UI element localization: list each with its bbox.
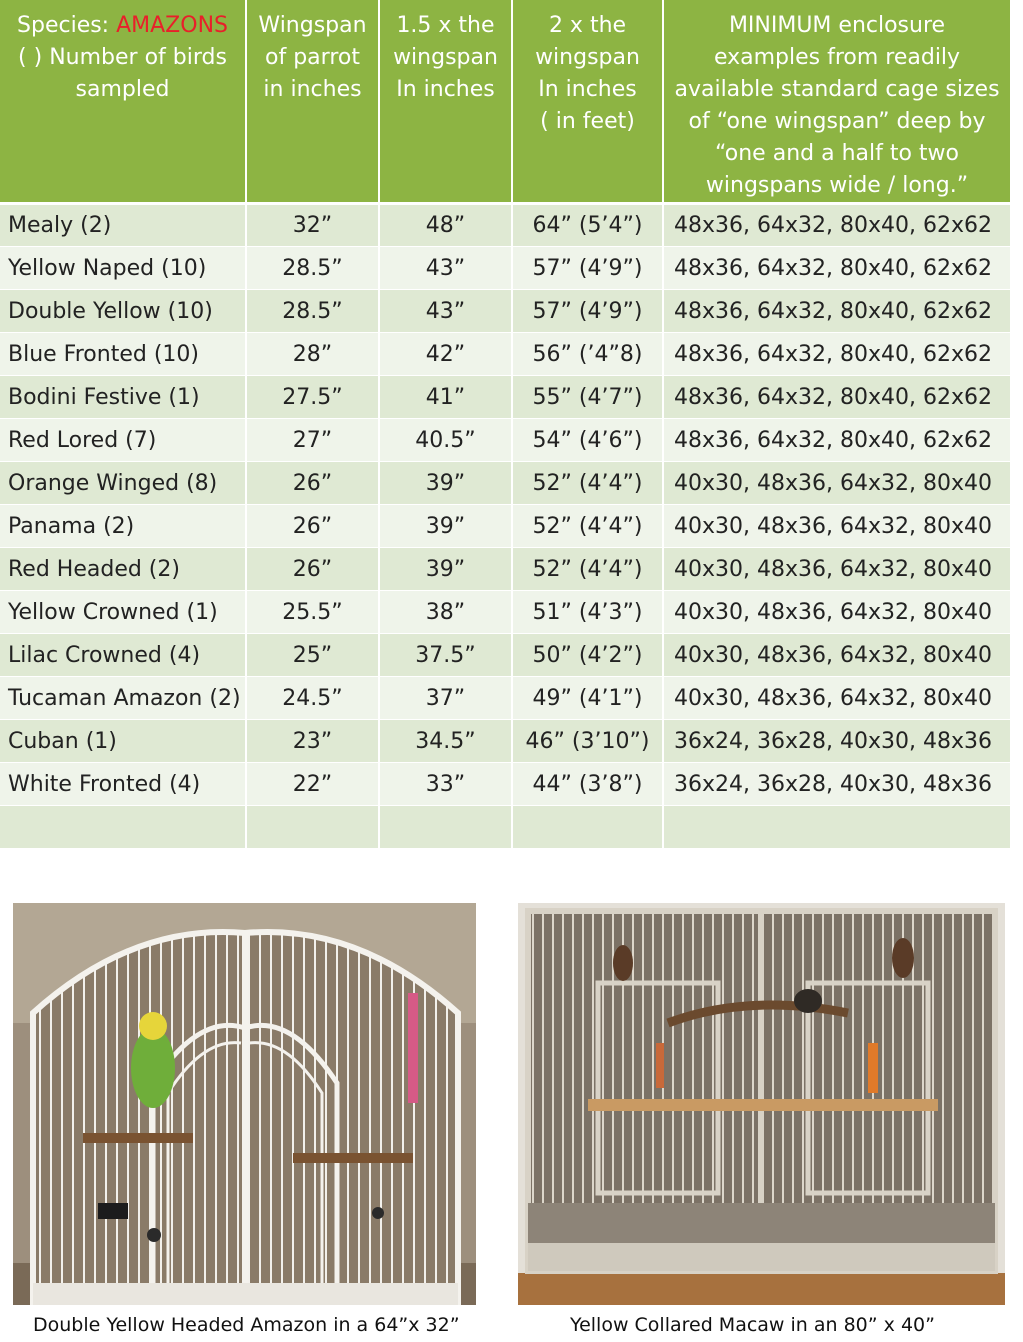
header-species bbox=[0, 0, 246, 204]
cell-species: Yellow Naped (10) bbox=[0, 247, 246, 290]
cell-enclosure-sizes: 48x36, 64x32, 80x40, 62x62 bbox=[663, 333, 1010, 376]
cell-wingspan: 25.5” bbox=[246, 591, 379, 634]
header-row bbox=[0, 0, 1010, 204]
header-wingspan bbox=[246, 0, 379, 204]
cell-wingspan bbox=[246, 806, 379, 849]
cell-wingspan-2x: 54” (4’6”) bbox=[512, 419, 663, 462]
header-wingspan-2x bbox=[512, 0, 663, 204]
caption-left: Double Yellow Headed Amazon in a 64”x 32” bbox=[33, 1314, 460, 1336]
header-1-5x-line2: wingspan bbox=[393, 45, 498, 70]
cell-wingspan-2x: 52” (4’4”) bbox=[512, 462, 663, 505]
cell-species: Blue Fronted (10) bbox=[0, 333, 246, 376]
cell-wingspan-1-5x bbox=[379, 806, 512, 849]
cell-enclosure-sizes: 40x30, 48x36, 64x32, 80x40 bbox=[663, 591, 1010, 634]
table-row bbox=[0, 677, 1010, 720]
table-row bbox=[0, 462, 1010, 505]
cell-species: Yellow Crowned (1) bbox=[0, 591, 246, 634]
door-latch-left bbox=[147, 1228, 161, 1242]
table-row bbox=[0, 591, 1010, 634]
cell-enclosure-sizes: 40x30, 48x36, 64x32, 80x40 bbox=[663, 462, 1010, 505]
cell-wingspan-2x: 46” (3’10”) bbox=[512, 720, 663, 763]
cell-enclosure-sizes: 48x36, 64x32, 80x40, 62x62 bbox=[663, 419, 1010, 462]
cell-species: Double Yellow (10) bbox=[0, 290, 246, 333]
cell-enclosure-sizes: 48x36, 64x32, 80x40, 62x62 bbox=[663, 247, 1010, 290]
cell-wingspan-2x: 44” (3’8”) bbox=[512, 763, 663, 806]
cell-wingspan: 27.5” bbox=[246, 376, 379, 419]
cage-base-tray bbox=[33, 1283, 458, 1305]
header-enclosure-line6: wingspans wide / long.” bbox=[705, 173, 969, 198]
table-row bbox=[0, 419, 1010, 462]
cell-enclosure-sizes: 40x30, 48x36, 64x32, 80x40 bbox=[663, 677, 1010, 720]
bird-center bbox=[794, 989, 822, 1013]
cell-wingspan-1-5x: 33” bbox=[379, 763, 512, 806]
cell-species: Bodini Festive (1) bbox=[0, 376, 246, 419]
header-wingspan-1-5x bbox=[379, 0, 512, 204]
cell-wingspan-2x: 55” (4’7”) bbox=[512, 376, 663, 419]
table-row bbox=[0, 720, 1010, 763]
cell-species: Tucaman Amazon (2) bbox=[0, 677, 246, 720]
cell-wingspan-1-5x: 37” bbox=[379, 677, 512, 720]
photo-flight-cage bbox=[518, 903, 1005, 1305]
cell-wingspan: 26” bbox=[246, 505, 379, 548]
cell-enclosure-sizes: 40x30, 48x36, 64x32, 80x40 bbox=[663, 634, 1010, 677]
perch-right bbox=[293, 1153, 413, 1163]
cell-enclosure-sizes: 48x36, 64x32, 80x40, 62x62 bbox=[663, 204, 1010, 247]
cell-wingspan: 26” bbox=[246, 462, 379, 505]
feeding-shelf bbox=[588, 1099, 938, 1111]
toy-left bbox=[656, 1043, 664, 1088]
header-enclosure-line3: available standard cage sizes bbox=[674, 77, 1000, 102]
wood-floor bbox=[518, 1273, 1005, 1305]
cell-wingspan: 26” bbox=[246, 548, 379, 591]
cell-wingspan: 27” bbox=[246, 419, 379, 462]
cell-species: White Fronted (4) bbox=[0, 763, 246, 806]
table-row bbox=[0, 204, 1010, 247]
header-enclosure-line5: “one and a half to two bbox=[714, 141, 960, 166]
perch bbox=[83, 1133, 193, 1143]
cell-wingspan-2x: 56” (’4”8) bbox=[512, 333, 663, 376]
cell-enclosure-sizes: 40x30, 48x36, 64x32, 80x40 bbox=[663, 548, 1010, 591]
header-species-line3: sampled bbox=[75, 77, 170, 102]
table-row bbox=[0, 548, 1010, 591]
cell-wingspan-1-5x: 41” bbox=[379, 376, 512, 419]
table-row bbox=[0, 333, 1010, 376]
table-row bbox=[0, 806, 1010, 849]
header-species-line2: ( ) Number of birds bbox=[18, 45, 227, 70]
cell-wingspan: 28.5” bbox=[246, 290, 379, 333]
toy-right bbox=[868, 1043, 878, 1093]
cell-wingspan-1-5x: 43” bbox=[379, 290, 512, 333]
header-2x-line2: wingspan bbox=[535, 45, 640, 70]
cell-species: Cuban (1) bbox=[0, 720, 246, 763]
cell-wingspan-2x: 50” (4’2”) bbox=[512, 634, 663, 677]
cell-wingspan-2x: 57” (4’9”) bbox=[512, 247, 663, 290]
bird-right bbox=[892, 938, 914, 978]
door-latch-right bbox=[372, 1207, 384, 1219]
header-2x-line3: In inches bbox=[538, 77, 637, 102]
cell-enclosure-sizes: 48x36, 64x32, 80x40, 62x62 bbox=[663, 376, 1010, 419]
cell-wingspan: 28” bbox=[246, 333, 379, 376]
caption-right: Yellow Collared Macaw in an 80” x 40” bbox=[570, 1314, 935, 1336]
cell-wingspan: 32” bbox=[246, 204, 379, 247]
header-minimum-enclosure bbox=[663, 0, 1010, 204]
cell-enclosure-sizes: 36x24, 36x28, 40x30, 48x36 bbox=[663, 763, 1010, 806]
cell-species bbox=[0, 806, 246, 849]
cell-wingspan-2x: 52” (4’4”) bbox=[512, 548, 663, 591]
cell-wingspan-1-5x: 34.5” bbox=[379, 720, 512, 763]
table-row bbox=[0, 290, 1010, 333]
header-species-name: AMAZONS bbox=[116, 13, 228, 38]
cell-wingspan: 25” bbox=[246, 634, 379, 677]
parrot-head bbox=[139, 1012, 167, 1040]
bottom-grate bbox=[528, 1203, 995, 1243]
cell-species: Mealy (2) bbox=[0, 204, 246, 247]
table-header bbox=[0, 0, 1010, 204]
cell-species: Lilac Crowned (4) bbox=[0, 634, 246, 677]
cell-enclosure-sizes: 48x36, 64x32, 80x40, 62x62 bbox=[663, 290, 1010, 333]
cell-wingspan: 23” bbox=[246, 720, 379, 763]
bird-left bbox=[613, 945, 633, 981]
header-enclosure-line4: of “one wingspan” deep by bbox=[688, 109, 986, 134]
cell-wingspan-1-5x: 39” bbox=[379, 505, 512, 548]
header-2x-line4: ( in feet) bbox=[540, 109, 635, 134]
cell-wingspan: 28.5” bbox=[246, 247, 379, 290]
table-row bbox=[0, 634, 1010, 677]
cell-species: Red Headed (2) bbox=[0, 548, 246, 591]
cell-enclosure-sizes: 40x30, 48x36, 64x32, 80x40 bbox=[663, 505, 1010, 548]
table-row bbox=[0, 247, 1010, 290]
cell-wingspan-1-5x: 39” bbox=[379, 548, 512, 591]
cell-enclosure-sizes: 36x24, 36x28, 40x30, 48x36 bbox=[663, 720, 1010, 763]
cell-species: Red Lored (7) bbox=[0, 419, 246, 462]
header-species-prefix: Species: bbox=[17, 13, 117, 38]
cell-wingspan-2x: 51” (4’3”) bbox=[512, 591, 663, 634]
header-wingspan-line3: in inches bbox=[263, 77, 362, 102]
header-wingspan-line1: Wingspan bbox=[258, 13, 367, 38]
food-bowl bbox=[98, 1203, 128, 1219]
cell-wingspan-1-5x: 38” bbox=[379, 591, 512, 634]
table-row bbox=[0, 376, 1010, 419]
header-enclosure-line2: examples from readily bbox=[713, 45, 961, 70]
cell-wingspan-2x bbox=[512, 806, 663, 849]
table-body bbox=[0, 204, 1010, 849]
cell-wingspan: 24.5” bbox=[246, 677, 379, 720]
header-species-line1 bbox=[4, 10, 241, 42]
header-enclosure-line1: MINIMUM enclosure bbox=[728, 13, 946, 38]
cell-wingspan-2x: 57” (4’9”) bbox=[512, 290, 663, 333]
photo-arched-cage bbox=[13, 903, 476, 1305]
cell-wingspan-1-5x: 40.5” bbox=[379, 419, 512, 462]
cell-enclosure-sizes bbox=[663, 806, 1010, 849]
cell-species: Orange Winged (8) bbox=[0, 462, 246, 505]
cell-wingspan-1-5x: 39” bbox=[379, 462, 512, 505]
bottom-tray bbox=[528, 1243, 995, 1271]
hanging-toy bbox=[408, 993, 418, 1103]
flight-cage-illustration bbox=[518, 903, 1005, 1305]
cell-wingspan-1-5x: 37.5” bbox=[379, 634, 512, 677]
header-1-5x-line1: 1.5 x the bbox=[396, 13, 495, 38]
table-row bbox=[0, 505, 1010, 548]
header-wingspan-line2: of parrot bbox=[265, 45, 360, 70]
header-1-5x-line3: In inches bbox=[396, 77, 495, 102]
header-2x-line1: 2 x the bbox=[548, 13, 627, 38]
table-row bbox=[0, 763, 1010, 806]
cell-wingspan-1-5x: 43” bbox=[379, 247, 512, 290]
arched-cage-illustration bbox=[13, 903, 476, 1305]
cell-wingspan-1-5x: 48” bbox=[379, 204, 512, 247]
cell-wingspan-2x: 49” (4’1”) bbox=[512, 677, 663, 720]
cell-wingspan-2x: 52” (4’4”) bbox=[512, 505, 663, 548]
cell-wingspan-2x: 64” (5’4”) bbox=[512, 204, 663, 247]
cell-species: Panama (2) bbox=[0, 505, 246, 548]
cell-wingspan: 22” bbox=[246, 763, 379, 806]
cell-wingspan-1-5x: 42” bbox=[379, 333, 512, 376]
